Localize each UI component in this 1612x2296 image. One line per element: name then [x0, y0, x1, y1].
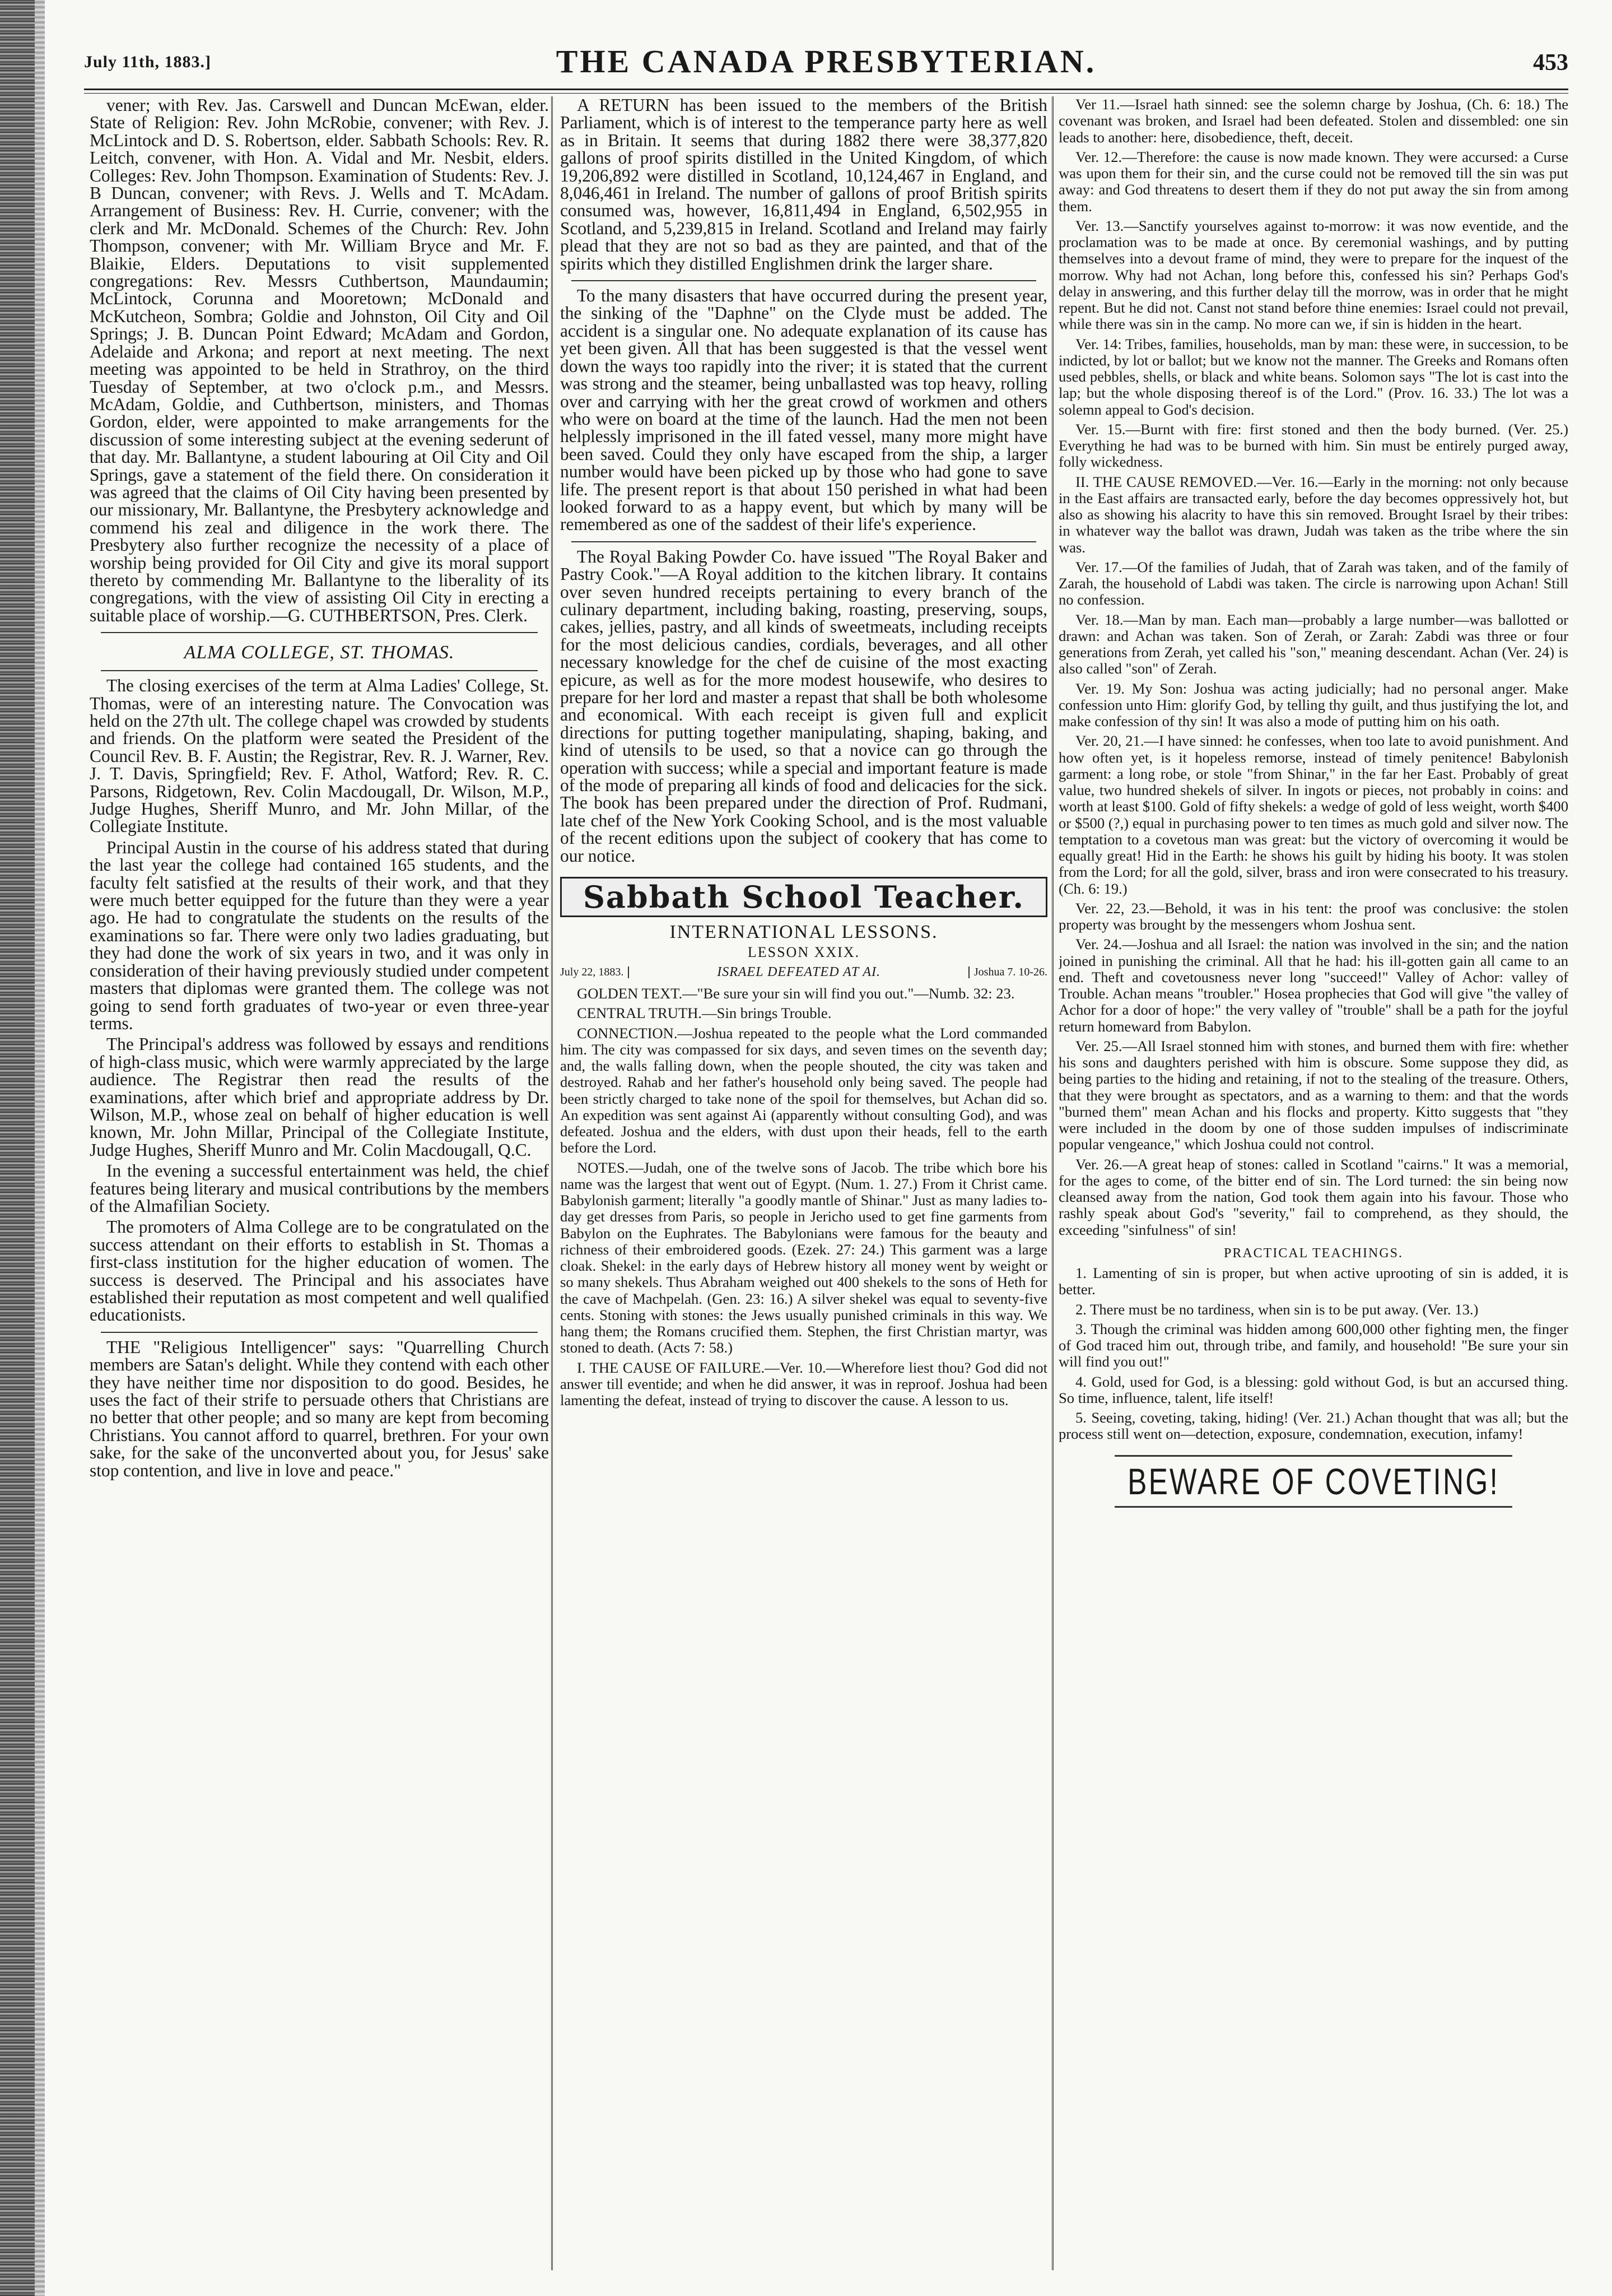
column-divider [1052, 96, 1054, 2270]
paragraph: vener; with Rev. Jas. Carswell and Duncan McEwan, elder. State of Religion: Rev. John McRobie, convener; with Rev. J. McLintock and D. S. Robertson, elder. Sabbath Schools: Rev. R. Leitch, convener, with Hon. A. Vidal and Mr. Nesbit, elders. Colleges: Rev. John Thompson. Examination of Students: Rev. J. B Duncan, convener; with Revs. J. Wells and T. McAdam. Arrangement of Business: Rev. H. Currie, convener; with the clerk and Mr. McDonald. Schemes of the Church: Rev. John Thompson, convener; with Mr. William Bryce and Mr. F. Blaikie, Elders. Deputations to visit supplemented congregations: Rev. Messrs Cuthbertson, Maundaumin; McLintock, Corunna and Mooretown; McDonald and McKutcheon, Sombra; Goldie and Johnston, Oil City and Oil Springs; J. B. Duncan Point Edward; McAdam and Gordon, Adelaide and Arkona; and report at next meeting. The next meeting was appointed to be held in Strathroy, on the third Tuesday of September, at two o'clock p.m., and Messrs. McAdam, Goldie, and Cuthbertson, ministers, and Thomas Gordon, elder, were appointed to make arrangements for the discussion of some interesting subject at the evening sederunt of that day. Mr. Ballantyne, a student labouring at Oil City and Oil Springs, gave a statement of the field there. On consideration it was agreed that the claims of Oil City having been presented by our missionary, Mr. Ballantyne, the Presbytery acknowledge and commend his zeal and diligence in the work there. The Presbytery also further recognize the necessity of a place of worship being provided for Oil City and give its moral support thereto by commending Mr. Ballantyne to the liberality of its congregations, with the view of assisting Oil City in erecting a suitable place of worship.—G. CUTHBERTSON, Pres. Clerk. [90, 96, 549, 625]
verse-note: Ver. 22, 23.—Behold, it was in his tent: the proof was conclusive: the stolen property was brought by the messengers whom Joshua sent. [1059, 899, 1568, 933]
paragraph: THE "Religious Intelligencer" says: "Quarrelling Church members are Satan's delight. While they contend with each other they have neither time nor disposition to do good. Besides, he uses the fact of their strife to persuade others that Christians are no better that other people; and so many are kept from becoming Christians. You cannot afford to quarrel, brethren. For your own sake, for the sake of the unconverted about you, for Jesus' sake stop contention, and live in love and peace." [90, 1337, 549, 1480]
central-truth: CENTRAL TRUTH.—Sin brings Trouble. [577, 1005, 832, 1022]
international-lessons-title: INTERNATIONAL LESSONS. [669, 922, 938, 943]
paragraph: Principal Austin in the course of his address stated that during the last year the college had contained 165 students, and the faculty felt satisfied at the results of their work, and that they were much better equipped for the future than they were a year ago. He had to congratulate the students on the results of the examinations so far. There were only two ladies graduating, but they had done the work of six years in two, and it was only in consideration of their having previously studied under competent masters that diplomas were granted them. The college was not going to send forth graduates of two-year or even three-year terms. [90, 837, 549, 1033]
paragraph: A RETURN has been issued to the members of the British Parliament, which is of interest to the temperance party here as well as in Britain. It seems that during 1882 there were 38,377,820 gallons of proof spirits distilled in the United Kingdom, of which 19,206,892 were distilled in Scotland, 10,124,467 in England, and 8,046,461 in Ireland. The number of gallons of proof British spirits consumed was, however, 16,811,494 in England, 6,502,955 in Scotland, and 5,239,815 in Ireland. Scotland and Ireland may fairly plead that they are not so bad as they are painted, and that of the spirits which they distilled Englishmen drink the larger share. [560, 96, 1047, 273]
teaching: 4. Gold, used for God, is a blessing: gold without God, is but an accursed thing. So time, influence, talent, life itself! [1059, 1373, 1568, 1406]
religious-intelligencer-article [90, 1338, 549, 1479]
column-3 [1059, 96, 1568, 2270]
section-rule [571, 280, 1036, 281]
section-title: ALMA COLLEGE, ST. THOMAS. [184, 642, 455, 663]
verse-note: Ver. 24.—Joshua and all Israel: the nation was involved in the sin; and the nation joined in punishing the criminal. All that he had: his ill-gotten gain all came to an end. Theft and covetousness never long "succeed!" Valley of Achor: valley of Trouble. Achan means "troubler." Hosea prophecies that God will give "the valley of Achor for a door of hope:" the very valley of "trouble" shall be a path for the joyful return homeward from Babylon. [1059, 936, 1568, 1035]
lesson-number: LESSON XXIX. [747, 944, 860, 961]
lesson-heading-row [560, 965, 1047, 979]
masthead-title: THE CANADA PRESBYTERIAN. [556, 43, 1097, 80]
verse-note: Ver. 20, 21.—I have sinned: he confesses, when too late to avoid punishment. And how often yet, is it hopeless remorse, instead of timely penitence! Babylonish garment: a long robe, or stole "from Shinar," in the far her East. Probably of great value, two hundred shekels of silver. In ingots or pieces, not probably in coins: and worth at least $100. Gold of fifty shekels: a wedge of gold of less weight, worth $400 or $500 (?,) equal in purchasing power to ten times as much gold and silver now. The temptation to a covetous man was great: but the victory of overcoming it would be equally great! Hid in the Earth: he shows his guilt by hiding his booty. It was stolen from the Lord; for all the gold, silver, brass and iron were consecrated to his treasury. (Ch. 6: 19.) [1059, 732, 1568, 897]
presbytery-report [90, 96, 549, 624]
verse-note: Ver. 13.—Sanctify yourselves against to-morrow: it was now eventide, and the proclamation was to be made at once. By ceremonial washings, and by putting themselves into a devout frame of mind, they were to prepare for the inquest of the morrow. Why had not Achan, long before this, confessed his sin? Perhaps God's delay in answering, and this further delay till the morrow, was in order that he might repent. But he did not. Canst not stand before thine enemies: Israel could not prevail, while there was sin in the camp. No more can we, if sin is hidden in the heart. [1059, 217, 1568, 333]
spirits-return-article [560, 96, 1047, 272]
teaching: 5. Seeing, coveting, taking, hiding! (Ver. 21.) Achan thought that was all; but the process still went on—detection, exposure, condemnation, execution, infamy! [1059, 1409, 1568, 1443]
verse-note: Ver. 12.—Therefore: the cause is now made known. They were accursed: a Curse was upon them for their sin, and the curse could not be removed till the sin was put away: and God threatens to desert them if they do not put away the sin from among them. [1059, 148, 1568, 215]
column-1 [90, 96, 549, 2270]
scan-edge [0, 0, 35, 2296]
alma-college-article [90, 677, 549, 1324]
lesson-scripture: Joshua 7. 10-26. [968, 966, 1047, 978]
section-rule [101, 632, 538, 633]
lesson-notes [560, 986, 1047, 1409]
teaching: 2. There must be no tardiness, when sin is to be put away. (Ver. 13.) [1075, 1300, 1479, 1318]
connection: CONNECTION.—Joshua repeated to the people what the Lord commanded him. The city was compassed for six days, and seven times on the seventh day; and, the walls falling down, when the people shouted, the city was taken and destroyed. Rahab and her father's household only being saved. The people had been strictly charged to take none of the spoil for themselves, but Achan did so. An expedition was sent against Ai (apparently without consulting God), and was defeated. Joshua and the elders, with dust upon their heads, fell to the earth before the Lord. [560, 1024, 1047, 1156]
lesson-title: ISRAEL DEFEATED AT AI. [717, 965, 880, 980]
royal-baker-article [560, 548, 1047, 865]
column-divider [551, 96, 553, 2270]
paragraph: The promoters of Alma College are to be congratulated on the success attendant on their efforts to establish in St. Thomas a first-class institution for the higher education of women. The success is deserved. The Principal and his associates have established their reputation as most competent and well qualified educationists. [90, 1217, 549, 1325]
paragraph: The Royal Baking Powder Co. have issued "The Royal Baker and Pastry Cook."—A Royal addition to the kitchen library. It contains over seven hundred receipts pertaining to every branch of the culinary department, including baking, roasting, preserving, soups, cakes, jellies, pastry, and all kinds of sweetmeats, including receipts for the most delicious candies, cordials, beverages, and all other necessary knowledge for the chef de cuisine of the most exacting epicure, as well as for the more modest housewife, who desires to prepare for her lord and master a repast that shall be both wholesome and economical. With each receipt is given full and explicit directions for putting together manipulating, shaping, baking, and kind of utensils to be used, so that a novice can go through the operation with success; while a special and important feature is made of the mode of preparing all kinds of food and delicacies for the sick. The book has been prepared under the direction of Prof. Rudmani, late chef of the New York Cooking School, and is the most valuable of the recent editions upon the subject of cookery that has come to our notice. [560, 546, 1047, 866]
lesson-date: July 22, 1883. [560, 966, 629, 978]
issue-date: July 11th, 1883.] [84, 53, 212, 71]
verse-note: Ver. 25.—All Israel stonned him with stones, and burned them with fire: whether his sons and daughters perished with him is obscure. Some suppose they did, as being parties to the hiding and retaining, if not to the stealing of the treasure. Others, that they were brought as spectators, and as a warning to them: and that the words "burned them" mean Achan and his flocks and property. Kitto suggests that "they were included in the doom by one of those sudden impulses of indiscriminate popular vengeance," which Joshua could not control. [1059, 1037, 1568, 1153]
section-rule [101, 1332, 538, 1333]
sabbath-school-banner: Sabbath School Teacher. [560, 877, 1047, 917]
verse-note: Ver. 19. My Son: Joshua was acting judicially; had no personal anger. Make confession unto Him: glorify God, by telling thy guilt, and thus justifying the lot, and make confession of thy sin! It was also a mode of putting him on his oath. [1059, 680, 1568, 729]
paragraph: In the evening a successful entertainment was held, the chief features being literary and musical contributions by the members of the Almafilian Society. [90, 1161, 549, 1216]
verse-note: Ver. 15.—Burnt with fire: first stoned and then the body burned. (Ver. 25.) Everything he had was to be burned with him. Sin must be entirely purged away, folly wickedness. [1059, 420, 1568, 471]
verse-note: Ver. 26.—A great heap of stones: called in Scotland "cairns." It was a memorial, for the ages to come, of the bitter end of sin. The Lord turned: the sin being now cleansed away from the nation, God took them again into his favour. Those who rashly speak about God's "severity," fail to comprehend, as they should, the exceeding "sinfulness" of sin! [1059, 1155, 1568, 1238]
verse-note: Ver 11.—Israel hath sinned: see the solemn charge by Joshua, (Ch. 6: 18.) The covenant was broken, and Israel had been defeated. Stolen and dissembled: one sin leads to another: here, disobedience, theft, deceit. [1059, 96, 1568, 146]
column-2 [560, 96, 1047, 2270]
paragraph: The Principal's address was followed by essays and renditions of high-class music, which were warmly appreciated by the large audience. The Registrar then read the results of the examinations, after which brief and appropriate address by Dr. Wilson, M.P., whose zeal on behalf of higher education is well known, Mr. John Millar, Principal of the Collegiate Institute, Judge Hughes, Sheriff Munro and Mr. Colin Macdougall, Q.C. [90, 1034, 549, 1160]
section-rule [101, 670, 538, 671]
paragraph: To the many disasters that have occurred during the present year, the sinking of the "Daphne" on the Clyde must be added. The accident is a singular one. No adequate explanation of its cause has yet been given. All that has been suggested is that the vessel went down the ways too rapidly into the river; it is stated that the current was strong and the steamer, being unballasted was top heavy, rolling over and carrying with her the great crowd of workmen and others who were on board at the time of the launch. Had the men not been helplessly imprisoned in the ill fated vessel, many more might have been saved. Could they only have escaped from the ship, a larger number would have been picked up by those who had gone to save life. The present report is that about 150 perished in what had been looked forward to as a happy event, but which by many will be remembered as one of the saddest of their life's experience. [560, 286, 1047, 535]
header-rule [84, 89, 1568, 94]
daphne-article [560, 287, 1047, 533]
section-rule [571, 541, 1036, 542]
notes: NOTES.—Judah, one of the twelve sons of Jacob. The tribe which bore his name was the largest that went out of Egypt. (Num. 1. 27.) From it Christ came. Babylonish garment; literally "a goodly mantle of Shinar." Just as many ladies to-day get dresses from Paris, so people in Jericho used to get fine garments from Babylon on the Euphrates. The Babylonians were famous for the beauty and richness of their embroidered goods. (Ezek. 27: 24.) This garment was a large cloak. Shekel: in the early days of Hebrew history all money went by weight or so many shekels. Thus Abraham weighed out 400 shekels to the sons of Heth for the cave of Machpelah. (Gen. 23: 16.) A silver shekel was equal to seventy-five cents. Stoning with stones: the Jews usually punished criminals in this way. We hang them; the Romans crucified them. Stephen, the first Christian martyr, was stoned to death. (Acts 7: 58.) [560, 1159, 1047, 1356]
teaching: 3. Though the criminal was hidden among 600,000 other fighting men, the finger of God traced him out, through tribe, and family, and household! "Be sure your sin will find you out!" [1059, 1320, 1568, 1370]
teaching: 1. Lamenting of sin is proper, but when active uprooting of sin is added, it is better. [1059, 1265, 1568, 1298]
verse-note: II. THE CAUSE REMOVED.—Ver. 16.—Early in the morning: not only because in the East affairs are transacted early, before the day becomes oppressively hot, but also as showing his alacrity to have this sin removed. Brought Israel by their tribes: in whatever way the ballot was drawn, Judah was taken as the tribe where the sin was. [1059, 473, 1568, 556]
page-number: 453 [1533, 50, 1568, 76]
golden-text: GOLDEN TEXT.—"Be sure your sin will find you out."—Numb. 32: 23. [577, 985, 1015, 1002]
scan-edge-shadow [35, 0, 45, 2296]
page-header [84, 40, 1568, 85]
practical-teachings-title: PRACTICAL TEACHINGS. [1223, 1245, 1404, 1261]
verse-note: Ver. 14: Tribes, families, households, man by man: these were, in succession, to be indicted, by lot or ballot; but we know not the manner. The Greeks and Romans often used pebbles, shells, or black and white beans. Solomon says "The lot is cast into the lap; but the whole disposing thereof is of the Lord." (Prov. 16. 33.) The lot was a solemn appeal to God's decision. [1059, 335, 1568, 418]
verse-note: Ver. 18.—Man by man. Each man—probably a large number—was ballotted or drawn: and Achan was taken. Son of Zerah, or Zarah: Zabdi was three or four generations from Zerah, yet called his "son," meaning descendant. Achan (Ver. 24) is also called "son" of Zerah. [1059, 611, 1568, 677]
cause-of-failure: I. THE CAUSE OF FAILURE.—Ver. 10.—Wherefore liest thou? God did not answer till eventide; and when he did answer, it was in reproof. Joshua had been lamenting the defeat, instead of trying to discover the cause. A lesson to us. [560, 1359, 1047, 1409]
paragraph: The closing exercises of the term at Alma Ladies' College, St. Thomas, were of an interesting nature. The Convocation was held on the 27th ult. The college chapel was crowded by students and friends. On the platform were seated the President of the Council Rev. B. F. Austin; the Registrar, Rev. R. J. Warner, Rev. J. T. Davis, Springfield; Rev. F. Athol, Watford; Rev. R. C. Parsons, Ridgetown, Rev. Colin Macdougall, Dr. Wilson, M.P., Judge Hughes, Sheriff Munro, and Mr. John Millar, of the Collegiate Institute. [90, 676, 549, 836]
verse-note: Ver. 17.—Of the families of Judah, that of Zarah was taken, and of the family of Zarah, the household of Labdi was taken. The circle is narrowing upon Achan! Still no confession. [1059, 558, 1568, 608]
beware-banner: BEWARE OF COVETING! [1115, 1455, 1512, 1508]
